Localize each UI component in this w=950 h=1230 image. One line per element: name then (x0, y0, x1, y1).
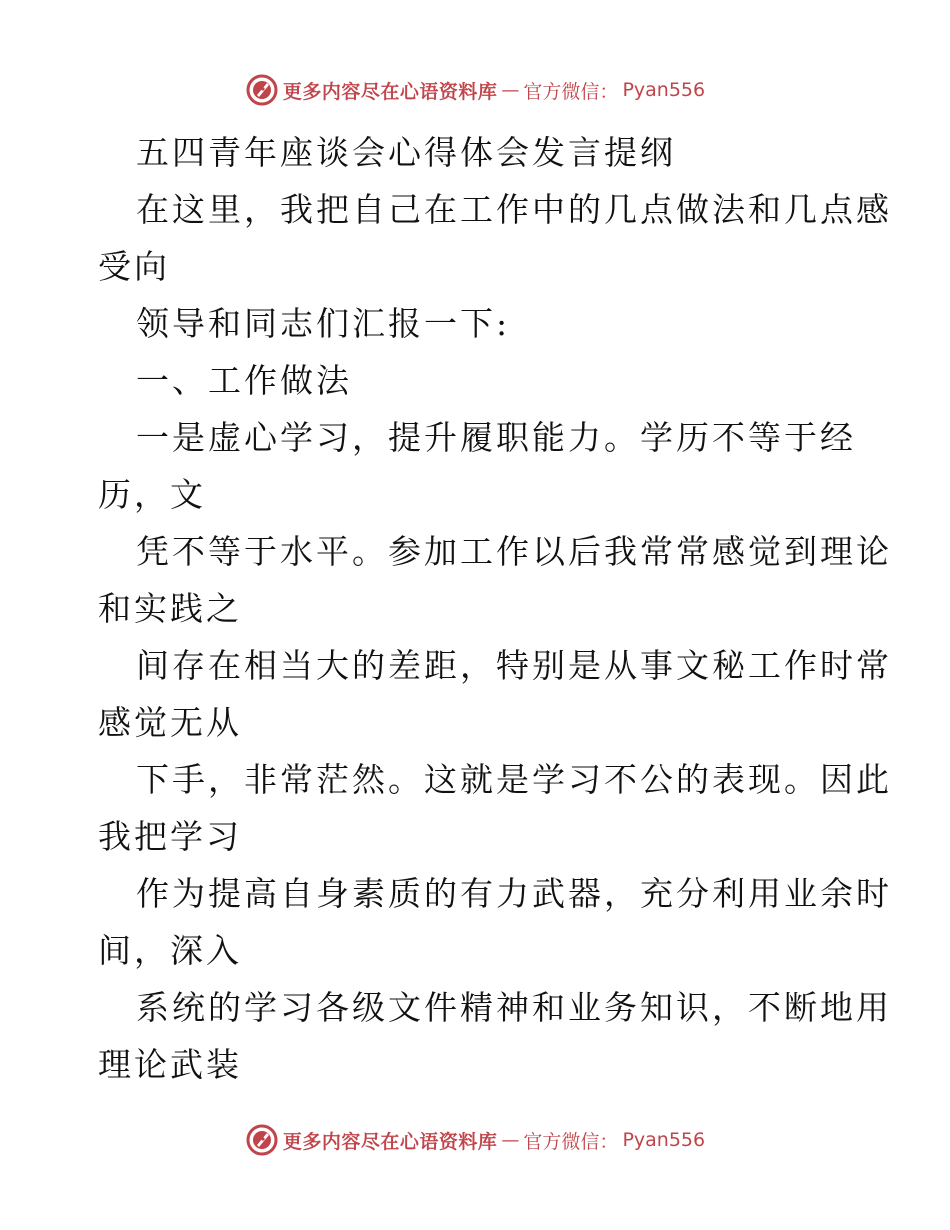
pen-nib-logo-icon (245, 1123, 279, 1157)
paragraph-line: 理论武装 (98, 1045, 242, 1084)
paragraph-line: 受向 (98, 247, 170, 286)
paragraph-line: 间，深入 (98, 931, 242, 970)
paragraph-line: 领导和同志们汇报一下: (136, 304, 511, 343)
document-body (98, 124, 892, 1093)
banner-separator: — (501, 1129, 520, 1151)
banner-separator: — (501, 79, 520, 101)
banner-wechat-label: 官方微信： (523, 1130, 619, 1153)
document-title: 五四青年座谈会心得体会发言提纲 (136, 133, 676, 172)
paragraph-line: 和实践之 (98, 589, 242, 628)
paragraph-line: 间存在相当大的差距，特别是从事文秘工作时常 (136, 646, 892, 685)
banner-site-name: 更多内容尽在心语资料库 (282, 1130, 498, 1153)
paragraph-line: 系统的学习各级文件精神和业务知识，不断地用 (136, 988, 892, 1027)
paragraph-line: 我把学习 (98, 817, 242, 856)
section-heading: 一、工作做法 (136, 361, 352, 400)
banner-wechat-label: 官方微信： (523, 80, 619, 103)
paragraph-line: 作为提高自身素质的有力武器，充分利用业余时 (136, 874, 892, 913)
paragraph-line: 下手，非常茫然。这就是学习不公的表现。因此 (136, 760, 892, 799)
paragraph-line: 凭不等于水平。参加工作以后我常常感觉到理论 (136, 532, 892, 571)
paragraph-line: 在这里，我把自己在工作中的几点做法和几点感 (136, 190, 892, 229)
banner-site-name: 更多内容尽在心语资料库 (282, 80, 498, 103)
header-banner (0, 70, 950, 110)
paragraph-line: 一是虚心学习，提升履职能力。学历不等于经 (136, 418, 856, 457)
paragraph-line: 历，文 (98, 475, 206, 514)
paragraph-line: 感觉无从 (98, 703, 242, 742)
banner-wechat-id: Pyan556 (622, 79, 706, 101)
pen-nib-logo-icon (245, 73, 279, 107)
banner-wechat-id: Pyan556 (622, 1129, 706, 1151)
footer-banner (0, 1120, 950, 1160)
